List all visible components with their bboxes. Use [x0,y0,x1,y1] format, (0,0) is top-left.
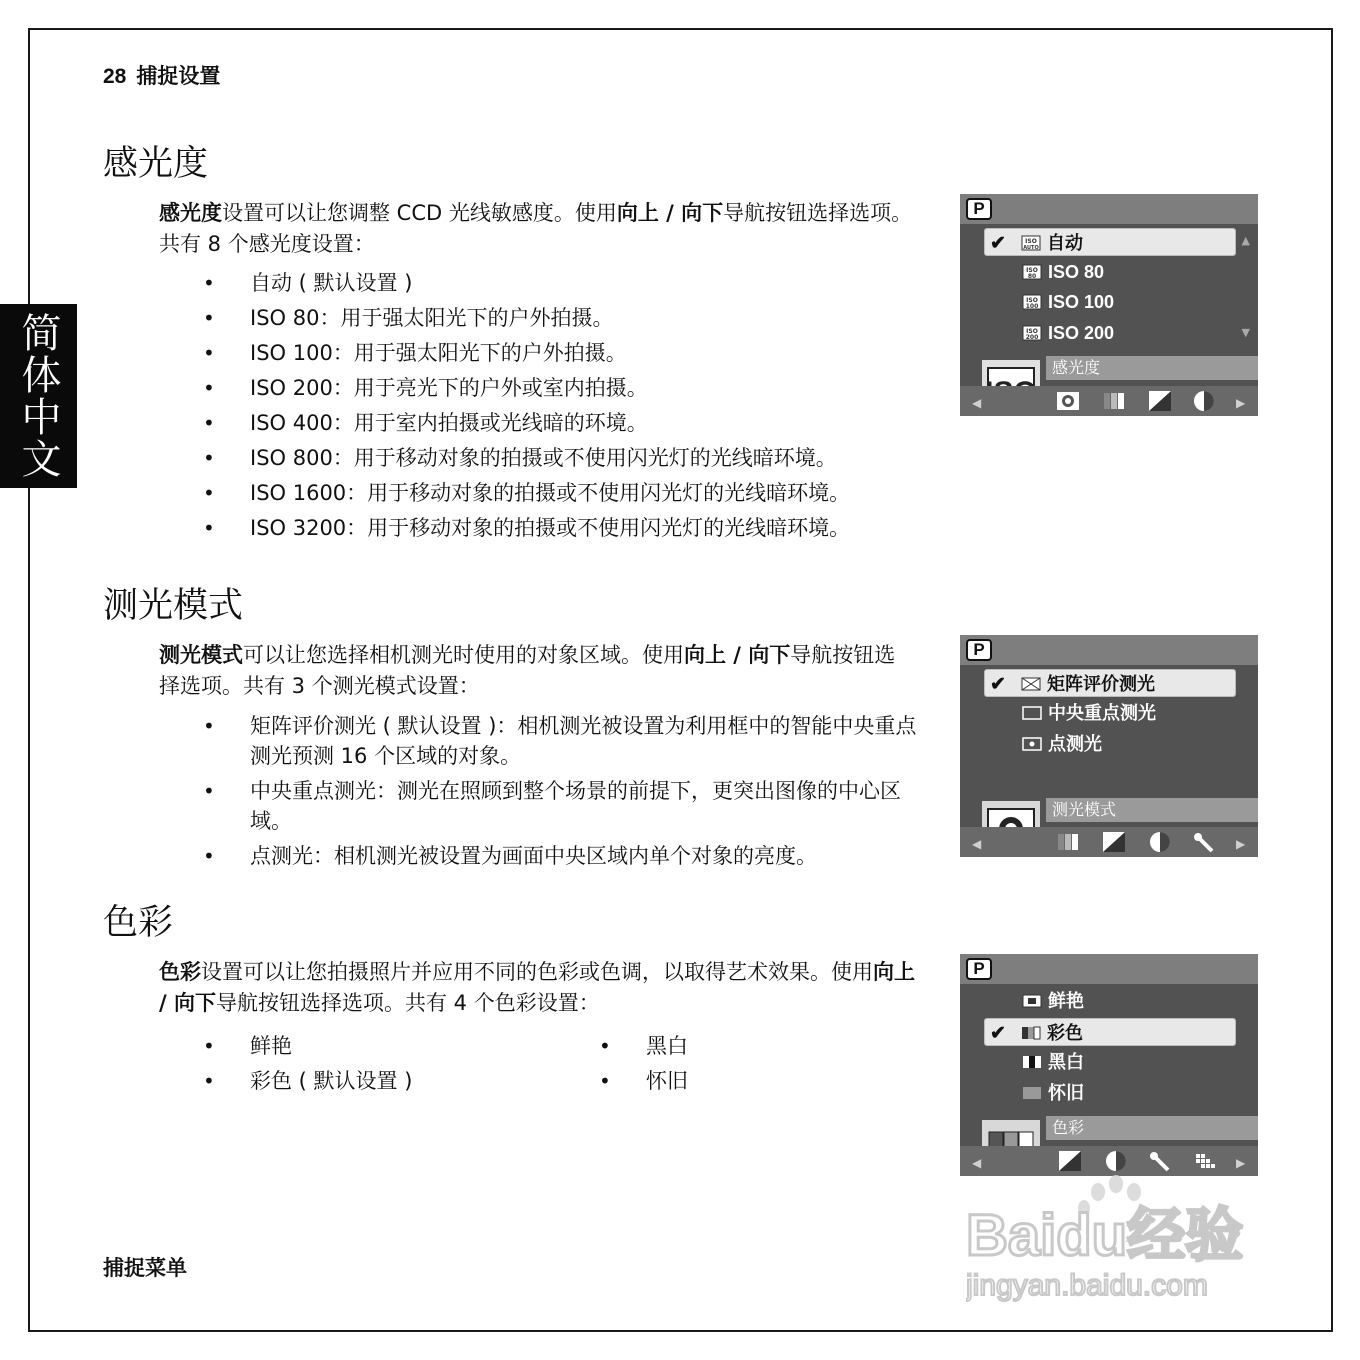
menu-label: 感光度 [1046,356,1258,380]
right-arrow-icon[interactable]: ▶ [1236,1156,1246,1170]
menu-option[interactable]: 怀旧 [1020,1079,1248,1107]
list-item: • ISO 80：用于强太阳光下的户外拍摄。 [203,303,850,333]
metering-option-list [203,711,933,876]
left-arrow-icon[interactable]: ◀ [972,837,982,851]
right-arrow-icon[interactable]: ▶ [1236,396,1246,410]
color-description: 色彩设置可以让您拍摄照片并应用不同的色彩或色调，以取得艺术效果。使用向上 / 向下导航按钮选择选项。共有 4 个色彩设置： [159,960,915,1015]
left-arrow-icon[interactable]: ◀ [972,1156,982,1170]
menu-option[interactable]: ISO 200 ISO 200 [1020,319,1248,347]
watermark-brand: Baidu经验 [966,1203,1244,1268]
left-arrow-icon[interactable]: ◀ [972,396,982,410]
iso-100-icon [1022,294,1042,310]
iso-auto-icon [1021,235,1041,251]
iso-option-list [203,268,850,548]
quality-grid-icon[interactable] [1194,1150,1218,1172]
iso-80-icon [1022,264,1042,280]
menu-option-selected[interactable]: ✔ 彩色 [984,1018,1236,1046]
color-icon[interactable] [1102,390,1126,412]
exposure-icon[interactable] [1058,1150,1082,1172]
list-item: • 彩色 ( 默认设置 ) [203,1066,412,1096]
language-tab: 简体中文 [0,304,77,488]
chapter-title: 捕捉设置 [136,65,221,88]
wrench-icon[interactable] [1192,831,1216,853]
baidu-watermark [966,1170,1278,1310]
menu-option[interactable]: ISO 80 ISO 80 [1020,258,1248,286]
list-item: • 鲜艳 [203,1031,412,1061]
list-item: • 矩阵评价测光 ( 默认设置 )：相机测光被设置为利用框中的智能中央重点测光预测 16 个区域的对象。 [203,711,933,771]
svg-text:100: 100 [1025,303,1039,310]
list-item: • ISO 800：用于移动对象的拍摄或不使用闪光灯的光线暗环境。 [203,443,850,473]
color-mode-icon [1021,1025,1041,1041]
metering-description: 测光模式可以让您选择相机测光时使用的对象区域。使用向上 / 向下导航按钮选择选项。共有 3 个测光模式设置： [159,643,896,698]
checkmark-icon: ✔ [990,233,1006,254]
menu-option[interactable]: 黑白 [1020,1048,1248,1076]
list-item: • ISO 1600：用于移动对象的拍摄或不使用闪光灯的光线暗环境。 [203,478,850,508]
page-header [103,60,220,90]
list-item: • ISO 400：用于室内拍摄或光线暗的环境。 [203,408,850,438]
menu-option[interactable]: 点测光 [1020,730,1248,758]
list-item: • 点测光：相机测光被设置为画面中央区域内单个对象的亮度。 [203,841,933,871]
menu-option-selected[interactable]: ✔ ISO AUTO 自动 [984,228,1236,256]
menu-option[interactable]: 中央重点测光 [1020,699,1248,727]
checkmark-icon: ✔ [990,674,1006,695]
watermark-url: jingyan.baidu.com [966,1269,1208,1302]
list-item: • 自动 ( 默认设置 ) [203,268,850,298]
menu-label: 测光模式 [1046,798,1258,822]
list-item: • ISO 3200：用于移动对象的拍摄或不使用闪光灯的光线暗环境。 [203,513,850,543]
exposure-icon[interactable] [1102,831,1126,853]
menu-option[interactable]: 鲜艳 [1020,987,1248,1015]
metering-heading: 测光模式 [103,586,244,626]
page-number: 28 [103,65,127,88]
contrast-icon[interactable] [1192,390,1216,412]
color-option-list-right [599,1031,688,1101]
iso-200-icon [1022,325,1042,341]
color-heading: 色彩 [103,903,174,943]
menu-option[interactable]: ISO 100 ISO 100 [1020,288,1248,316]
list-item: • 怀旧 [599,1066,688,1096]
exposure-icon[interactable] [1148,390,1172,412]
scroll-up-icon[interactable]: ▲ [1241,234,1250,247]
scroll-down-icon[interactable]: ▼ [1241,326,1250,339]
color-camera-screen [960,954,1258,1176]
list-item: • ISO 200：用于亮光下的户外或室内拍摄。 [203,373,850,403]
program-mode-badge: P [966,639,992,661]
iso-description: 感光度设置可以让您调整 CCD 光线敏感度。使用向上 / 向下导航按钮选择选项。共有 8 个感光度设置： [159,201,913,256]
wrench-icon[interactable] [1148,1150,1172,1172]
svg-text:AUTO: AUTO [1023,245,1039,251]
program-mode-badge: P [966,198,992,220]
iso-heading: 感光度 [103,144,209,184]
bw-icon [1022,1054,1042,1070]
spot-metering-icon [1022,736,1042,752]
footer-section-title: 捕捉菜单 [103,1257,187,1280]
color-icon[interactable] [1056,831,1080,853]
list-item: • 黑白 [599,1031,688,1061]
list-item: • ISO 100：用于强太阳光下的户外拍摄。 [203,338,850,368]
menu-label: 色彩 [1046,1116,1258,1140]
contrast-icon[interactable] [1148,831,1172,853]
menu-option-selected[interactable]: ✔ 矩阵评价测光 [984,669,1236,697]
matrix-metering-icon [1021,676,1041,692]
sepia-icon [1022,1085,1042,1101]
svg-text:ISO: ISO [1026,297,1038,304]
svg-text:ISO: ISO [1025,238,1037,245]
right-arrow-icon[interactable]: ▶ [1236,837,1246,851]
program-mode-badge: P [966,958,992,980]
svg-text:ISO: ISO [1026,267,1038,274]
svg-text:ISO: ISO [1026,328,1038,335]
svg-text:80: 80 [1027,273,1037,280]
metering-camera-screen [960,635,1258,857]
svg-text:200: 200 [1025,334,1039,341]
vivid-icon [1022,993,1042,1009]
contrast-icon[interactable] [1104,1150,1128,1172]
center-weighted-icon [1022,705,1042,721]
list-item: • 中央重点测光：测光在照顾到整个场景的前提下，更突出图像的中心区域。 [203,776,933,836]
iso-camera-screen [960,194,1258,416]
metering-icon[interactable] [1056,390,1080,412]
checkmark-icon: ✔ [990,1023,1006,1044]
color-option-list-left [203,1031,412,1101]
